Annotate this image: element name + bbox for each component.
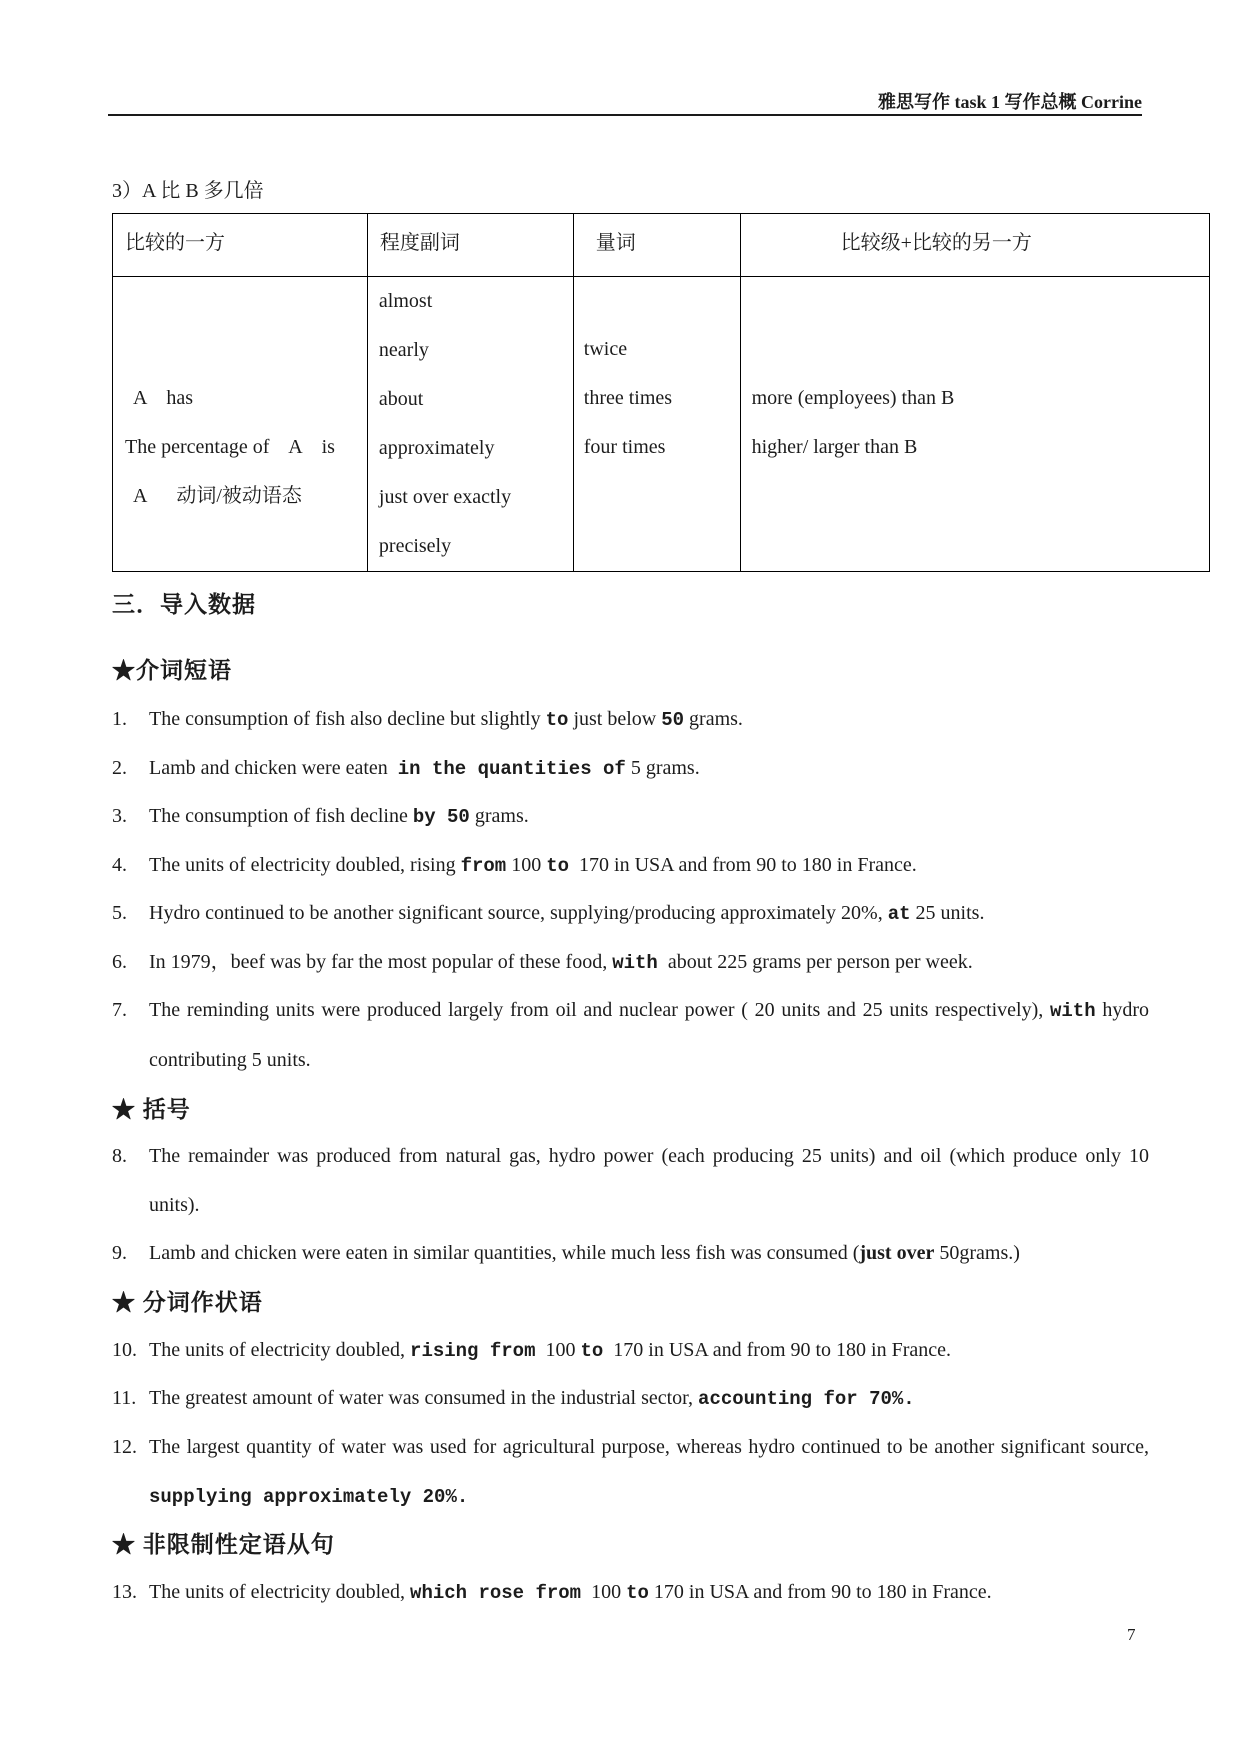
item-text: The units of electricity doubled, rising from 100 to 170 in USA and from 90 to 180 in France. (149, 1339, 952, 1362)
table-header-cell: 量词 (573, 214, 740, 277)
subheading-brackets: ★ 括号 (112, 1097, 191, 1122)
item-number: 4. (112, 854, 127, 876)
table-header-cell: 程度副词 (367, 214, 573, 277)
table-cell-adverbs (367, 277, 573, 572)
item-text: The units of electricity doubled, which rose from 100 to 170 in USA and from 90 to 180 in France. (149, 1581, 992, 1604)
subject-line: The percentage of A is (125, 436, 335, 458)
item-number: 9. (112, 1242, 127, 1264)
quantifier-line: three times (583, 387, 673, 409)
item-text: In 1979，beef was by far the most popular of these food, with about 225 grams per person per week. (149, 951, 973, 974)
item-text: The greatest amount of water was consumed in the industrial sector, accounting for 70%. (149, 1387, 915, 1410)
item-text: The consumption of fish decline by 50 grams. (149, 805, 529, 828)
item-number: 1. (112, 708, 127, 730)
quantifier-line: twice (583, 338, 628, 360)
item-number: 11. (112, 1387, 137, 1409)
adverb-line: nearly (378, 339, 429, 361)
item-text: The largest quantity of water was used for agricultural purpose, whereas hydro continued to be another significant source, supplying approximately 20%. (149, 1436, 1149, 1508)
item-text: Hydro continued to be another significant source, supplying/producing approximately 20%, at 25 units. (149, 902, 985, 925)
comparative-line: higher/ larger than B (751, 436, 918, 458)
item-text: The remainder was produced from natural gas, hydro power (each producing 25 units) and oil (which produce only 10 units). (149, 1145, 1149, 1216)
quantifier-line: four times (583, 436, 666, 458)
table-header-cell: 比较级+比较的另一方 (740, 214, 1209, 277)
adverb-line: just over exactly (378, 486, 512, 508)
adverb-line: approximately (378, 437, 495, 459)
adverb-line: almost (378, 290, 433, 312)
adverb-line: about (378, 388, 424, 410)
table-header-row (113, 214, 1210, 277)
item-text: Lamb and chicken were eaten in similar quantities, while much less fish was consumed (just over 50grams.) (149, 1242, 1020, 1264)
item-text: The units of electricity doubled, rising from 100 to 170 in USA and from 90 to 180 in France. (149, 854, 917, 877)
comparison-table (112, 213, 1210, 572)
subject-line: A 动词/被动语态 (133, 485, 302, 507)
item-text: Lamb and chicken were eaten in the quantities of 5 grams. (149, 757, 700, 780)
subheading-participle-adverbial: ★ 分词作状语 (112, 1290, 263, 1315)
page-number: 7 (1127, 1625, 1136, 1644)
running-header: 雅思写作 task 1 写作总概 Corrine (878, 92, 1142, 112)
item-number: 2. (112, 757, 127, 779)
table-cell-comparatives (740, 277, 1209, 572)
table-cell-subject (113, 277, 368, 572)
item-number: 5. (112, 902, 127, 924)
item-number: 13. (112, 1581, 137, 1603)
item-number: 10. (112, 1339, 137, 1361)
comparative-line: more (employees) than B (751, 387, 955, 409)
table-row (113, 277, 1210, 572)
subheading-prepositional-phrases: ★介词短语 (112, 658, 232, 683)
adverb-line: precisely (378, 535, 452, 557)
subheading-non-restrictive-clause: ★ 非限制性定语从句 (112, 1532, 335, 1557)
item-number: 6. (112, 951, 127, 973)
item-text: The reminding units were produced largely from oil and nuclear power ( 20 units and 25 units respectively), with hydro contributing 5 units. (149, 999, 1149, 1071)
item-number: 12. (112, 1436, 137, 1458)
header-rule (108, 114, 1142, 116)
subsection-title: 3）A 比 B 多几倍 (112, 180, 264, 202)
item-text: The consumption of fish also decline but slightly to just below 50 grams. (149, 708, 743, 731)
item-number: 7. (112, 999, 127, 1021)
table-header-cell: 比较的一方 (113, 214, 368, 277)
table-cell-quantifiers (573, 277, 740, 572)
item-number: 8. (112, 1145, 127, 1167)
section-heading: 三．导入数据 (112, 592, 256, 617)
subject-line: A has (133, 387, 193, 409)
item-number: 3. (112, 805, 127, 827)
